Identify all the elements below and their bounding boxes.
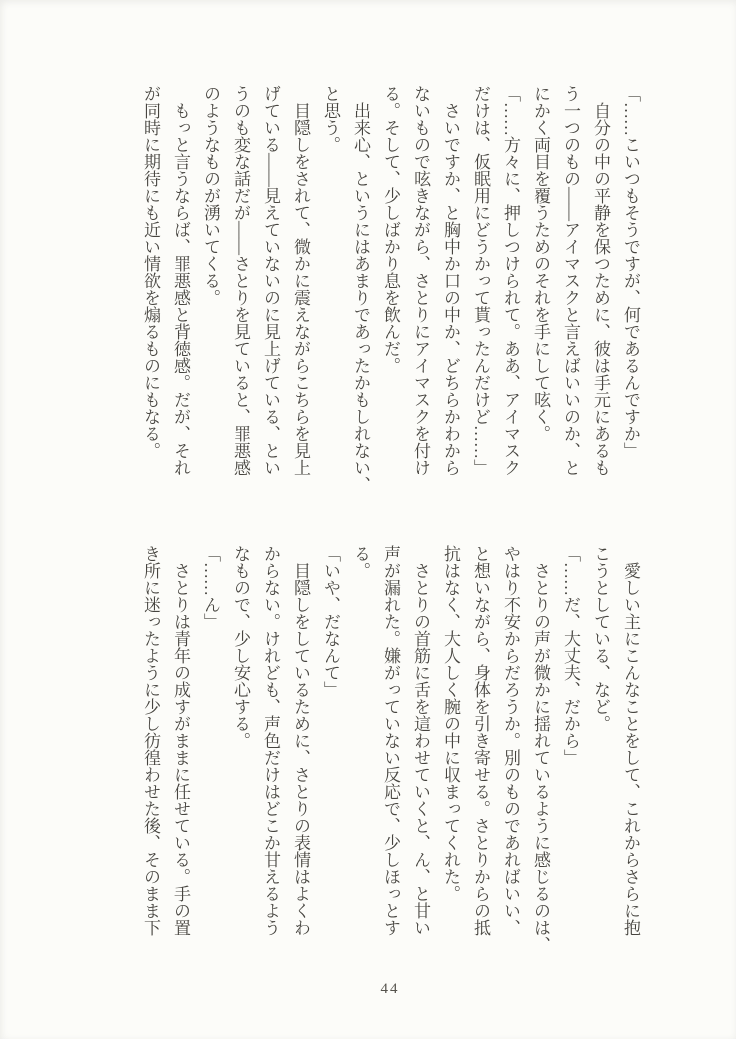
text-column: さとりの声が微かに揺れているように感じるのは、 <box>531 545 550 953</box>
text-column: る。そして、少しばかり息を飲んだ。 <box>381 85 400 374</box>
text-column: うのも変な話だが――さとりを見ていると、罪悪感 <box>231 85 250 476</box>
text-column: 目隠しをされて、微かに震えながらこちらを見上 <box>291 85 310 476</box>
text-column: さとりは青年の成すがままに任せている。手の置 <box>171 545 190 936</box>
text-column: う一つのもの――アイマスクと言えばいいのか、と <box>561 85 580 476</box>
text-column: 抗はなく、大人しく腕の中に収まってくれた。 <box>441 545 460 902</box>
text-block-bottom <box>135 545 645 960</box>
text-column: と想いながら、身体を引き寄せる。さとりからの抵 <box>471 545 490 936</box>
text-column: さいですか、と胸中か口の中か、どちらかわから <box>441 85 460 476</box>
text-column: ないもので呟きながら、さとりにアイマスクを付け <box>411 85 430 476</box>
text-block-top <box>135 85 645 500</box>
text-column: 出来心、というにはあまりであったかもしれない、 <box>351 85 370 493</box>
text-column: と思う。 <box>321 85 340 153</box>
text-column: からない。けれども、声色だけはどこか甘えるよう <box>261 545 280 936</box>
text-column: 目隠しをしているために、さとりの表情はよくわ <box>291 545 310 936</box>
text-column: 「……だ、大丈夫、だから」 <box>561 545 580 766</box>
text-column: だけは、仮眠用にどうかって貰ったんだけど……」 <box>471 85 490 476</box>
text-column: もっと言うならば、罪悪感と背徳感。だが、それ <box>171 85 190 476</box>
page-number: 44 <box>380 981 400 997</box>
text-column: 「……方々に、押しつけられて。ああ、アイマスク <box>501 85 520 476</box>
text-column: る。 <box>351 545 370 579</box>
text-column: げている――見えていないのに見上げている、とい <box>261 85 280 476</box>
text-column: のようなものが湧いてくる。 <box>201 85 220 306</box>
text-column: にかく両目を覆うためのそれを手にして呟く。 <box>531 85 550 442</box>
text-column: 自分の中の平静を保つために、彼は手元にあるも <box>591 85 610 476</box>
text-column: 「……こいつもそうですが、何であるんですか」 <box>621 85 640 459</box>
text-column: さとりの首筋に舌を這わせていくと、ん、と甘い <box>411 545 430 936</box>
text-column: やはり不安からだろうか。別のものであればいい、 <box>501 545 520 936</box>
text-column: 「いや、だなんて」 <box>321 545 340 698</box>
text-column: 声が漏れた。嫌がっていない反応で、少しほっとす <box>381 545 400 936</box>
text-column: き所に迷ったように少し彷徨わせた後、そのまま下 <box>141 545 160 936</box>
text-column: こうとしている、など。 <box>591 545 610 732</box>
text-column: 愛しい主にこんなことをして、これからさらに抱 <box>621 545 640 936</box>
text-column: なもので、少し安心する。 <box>231 545 250 749</box>
text-column: が同時に期待にも近い情欲を煽るものにもなる。 <box>141 85 160 459</box>
text-column: 「……ん」 <box>201 545 220 630</box>
